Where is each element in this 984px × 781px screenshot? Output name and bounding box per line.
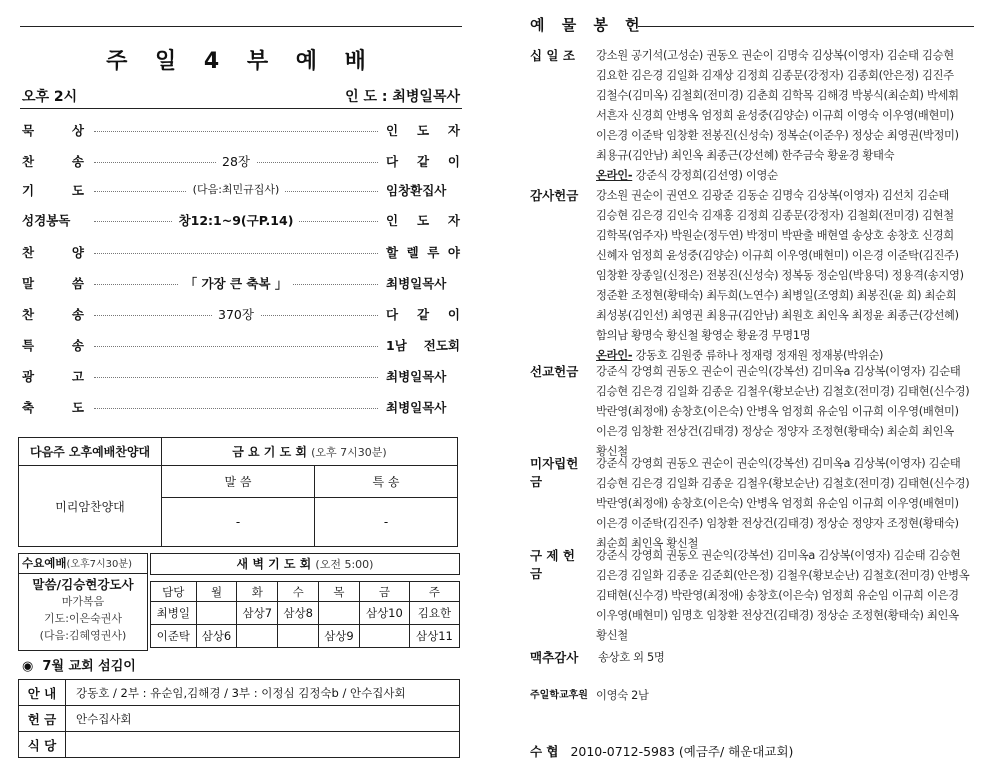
order-row (22, 211, 460, 231)
dawn-col-header: 화 (237, 582, 278, 602)
dawn-cell (237, 625, 278, 648)
offering-line: 정준환 조정현(황태숙) 최두희(노연수) 최병일(조영희) 최봉진(윤 희) 최순희 (596, 289, 957, 302)
server-role: 헌 금 (19, 706, 66, 732)
offering-line: 김철수(김미옥) 김철회(전미경) 김춘희 김학목 김해경 박봉식(최순희) 박세휘 (596, 89, 959, 102)
wednesday-title: 수요예배 (22, 556, 67, 570)
dawn-cell: 최병일 (151, 602, 197, 625)
servers-table (18, 679, 460, 758)
order-detail-text: 28장 (216, 154, 256, 169)
dawn-row (151, 625, 460, 648)
offering-category: 감사헌금 (530, 188, 579, 203)
order-label: 찬 양 (22, 245, 84, 260)
wednesday-speaker: 말씀/김승현강도사 (32, 577, 134, 592)
offering-names (598, 648, 976, 668)
order-label: 말 씀 (22, 276, 84, 291)
online-label: 온라인- (596, 349, 633, 362)
order-label: 특 송 (22, 338, 84, 353)
dawn-cell (196, 602, 237, 625)
wednesday-service-box (18, 553, 148, 651)
friday-col-sermon: 말 씀 (162, 466, 315, 498)
july-servers-title: 7월 교회 섬김이 (42, 659, 136, 674)
order-label: 묵 상 (22, 123, 84, 138)
order-person: 인 도 자 (386, 123, 460, 138)
online-names: 강준식 강정희(김선영) 이영순 (632, 169, 778, 182)
bank-number: 2010-0712-5983 (예금주/ 해운대교회) (570, 744, 794, 759)
offering-line: 황신철 (596, 629, 628, 642)
dawn-prayer-table (150, 581, 460, 648)
offering-line: 이영숙 2남 (596, 689, 649, 702)
next-choir-value: 미리암찬양대 (19, 466, 162, 547)
order-person: 최병일목사 (386, 276, 447, 291)
order-row (22, 181, 460, 201)
wednesday-prayer: 기도:이은숙권사 (43, 612, 123, 625)
order-detail (94, 305, 378, 323)
offering-category: 주일학교후원 (530, 690, 588, 701)
server-row (19, 706, 460, 732)
offering-line: 김승현 김은경 김일화 김종운 김철우(황보순난) 김철호(전미경) 김태현(신수경) (596, 477, 970, 490)
offering-names (596, 454, 974, 554)
offering-line: 이은경 이준탁 임창환 전봉진(신성숙) 정복순(이준우) 정상순 최영권(박정미) (596, 129, 959, 142)
offering-line: 강소원 권순이 권연오 김광준 김동순 김명숙 김상복(이영자) 김선치 김순태 (596, 189, 949, 202)
offering-line: 강준식 강영희 권동오 권순이 권순익(강복선) 김미옥a 김상복(이영자) 김순태 (596, 457, 961, 470)
choir-friday-table (18, 437, 458, 547)
dot-leader (94, 408, 378, 409)
dawn-cell (278, 625, 319, 648)
offering-line: 강준식 강영희 권동오 권순익(강복선) 김미옥a 김상복(이영자) 김순태 김승현 (596, 549, 961, 562)
order-label: 기 도 (22, 183, 84, 198)
server-row (19, 732, 460, 758)
wednesday-next-prayer: (다음:김혜영권사) (39, 629, 127, 642)
offering-names (596, 46, 974, 186)
dawn-cell: 김요한 (409, 602, 459, 625)
dawn-cell: 삼상11 (409, 625, 459, 648)
offering-line: 서흔자 신경희 안병옥 엄정희 윤성중(김양순) 이규희 이영숙 이우영(배현미) (596, 109, 954, 122)
offering-names (596, 686, 974, 706)
offering-line: 김은경 김일화 김종운 김준회(안은정) 김철우(황보순난) 김철호(전미경) 안병옥 (596, 569, 970, 582)
offering-line: 황신철 (596, 445, 628, 458)
order-label: 광 고 (22, 369, 84, 384)
dot-leader (94, 346, 378, 347)
order-row (22, 336, 460, 356)
friday-col-song: 특 송 (315, 466, 458, 498)
order-detail (94, 181, 378, 197)
friday-val-song: - (315, 498, 458, 547)
offering-names (596, 362, 974, 462)
offering-line: 이우영(배현미) 임명호 임창환 전상건(김태경) 정상순 조정현(황태숙) 최인옥 (596, 609, 959, 622)
july-servers-heading (22, 655, 136, 674)
offering-line: 강소원 공기석(고성순) 권동오 권순이 김명숙 김상복(이영자) 김순태 김승현 (596, 49, 954, 62)
dawn-cell: 삼상9 (319, 625, 360, 648)
server-role: 안 내 (19, 680, 66, 706)
offering-line: 박란영(최정애) 송창호(이은숙) 안병옥 엄정희 유순임 이규희 이우영(배현미) (596, 405, 959, 418)
order-label: 찬 송 (22, 307, 84, 322)
order-detail-text: (다음:최민규집사) (187, 183, 286, 196)
offering-line: 신혜자 엄정희 윤성중(김양순) 이규희 이우영(배현미) 이은경 이준탁(김진주) (596, 249, 959, 262)
service-title: 주 일 4 부 예 배 (106, 49, 376, 74)
dawn-cell: 이준탁 (151, 625, 197, 648)
bullet-icon: ◉ (22, 659, 34, 674)
order-detail (94, 152, 378, 170)
online-label: 온라인- (596, 169, 633, 182)
bank-account (530, 742, 793, 760)
offering-category: 맥추감사 (530, 650, 579, 665)
order-person: 최병일목사 (386, 369, 447, 384)
order-row (22, 305, 460, 325)
dot-leader (94, 377, 378, 378)
order-person: 다 같 이 (386, 307, 460, 322)
offering-category: 선교헌금 (530, 364, 579, 379)
order-row (22, 398, 460, 418)
order-row (22, 243, 460, 263)
friday-time: (오후 7시30분) (311, 446, 387, 459)
top-divider (20, 26, 462, 27)
header-divider (20, 108, 462, 109)
dawn-cell (359, 625, 409, 648)
order-detail-text: 「 가장 큰 축복 」 (179, 276, 294, 291)
offering-category: 십 일 조 (530, 48, 575, 63)
order-person: 1남 전도회 (386, 338, 460, 353)
order-row (22, 367, 460, 387)
dawn-prayer-header (150, 553, 460, 575)
service-leader: 인 도 : 최병일목사 (345, 89, 460, 105)
offering-title: 예 물 봉 헌 (530, 16, 646, 34)
offering-names (596, 186, 974, 366)
offering-line: 함의남 황명숙 황신철 황영순 황윤경 무명1명 (596, 329, 811, 342)
order-detail-text: 창12:1~9(구P.14) (173, 213, 300, 228)
friday-prayer-header (162, 438, 458, 466)
order-person: 최병일목사 (386, 400, 447, 415)
offering-line: 김승현 김은경 김일화 김종운 김철우(황보순난) 김철호(전미경) 김태현(신수경) (596, 385, 970, 398)
server-row (19, 680, 460, 706)
offering-line: 이은경 이준탁(김진주) 임창환 전상건(김태경) 정상순 정양자 조정현(황태숙) (596, 517, 959, 530)
offering-names (596, 546, 974, 646)
dawn-time: (오전 5:00) (315, 558, 374, 571)
offering-line: 김요한 김은경 김일화 김재상 김정희 김종문(강정자) 김종회(안은정) 김진주 (596, 69, 954, 82)
offering-line: 박란영(최정애) 송창호(이은숙) 안병옥 엄정희 유순임 이규희 이우영(배현미) (596, 497, 959, 510)
dawn-col-header: 목 (319, 582, 360, 602)
offering-line: 최용규(김안남) 최인옥 최종근(강선혜) 한주금숙 황윤경 황태숙 (596, 149, 895, 162)
order-person: 임창환집사 (386, 183, 447, 198)
wednesday-header (19, 554, 147, 574)
online-names: 강동호 김원중 류하나 정재령 정재원 정재봉(박위순) (632, 349, 884, 362)
offering-line: 김승현 김은경 김인숙 김재홍 김정희 김종문(강정자) 김철회(전미경) 김현철 (596, 209, 954, 222)
order-person: 다 같 이 (386, 154, 460, 169)
order-person: 인 도 자 (386, 213, 460, 228)
offering-line: 임창환 장종일(신정은) 전봉진(신성숙) 정복동 정순임(박용덕) 정용격(송지영) (596, 269, 964, 282)
dawn-title: 새 벽 기 도 회 (236, 557, 312, 571)
online-offering-line (596, 166, 974, 186)
order-detail (94, 274, 378, 292)
dawn-col-header: 담당 (151, 582, 197, 602)
offering-title-line (638, 26, 974, 27)
offering-line: 강준식 강영희 권동오 권순이 권순익(강복선) 김미옥a 김상복(이영자) 김순태 (596, 365, 961, 378)
bank-label: 수 협 (530, 744, 559, 759)
service-time: 오후 2시 (22, 89, 78, 105)
next-choir-header: 다음주 오후예배찬양대 (19, 438, 162, 466)
dawn-col-header: 월 (196, 582, 237, 602)
dawn-cell: 삼상6 (196, 625, 237, 648)
order-detail (94, 211, 378, 229)
friday-title: 금 요 기 도 회 (232, 445, 307, 459)
dot-leader (94, 253, 378, 254)
dawn-cell: 삼상7 (237, 602, 278, 625)
order-row (22, 121, 460, 141)
offering-line: 김학목(엄주자) 박원순(정두연) 박정미 박판출 배현열 송상호 송창호 신경희 (596, 229, 954, 242)
server-names: 강동호 / 2부 : 유순임,김해경 / 3부 : 이정심 김정숙b / 안수집사회 (66, 680, 460, 706)
dawn-row (151, 602, 460, 625)
offering-line: 최순희 최인옥 황신철 (596, 537, 699, 550)
offering-category: 구 제 헌 금 (530, 548, 575, 581)
order-label: 성경봉독 (22, 213, 71, 228)
order-label: 축 도 (22, 400, 84, 415)
friday-val-sermon: - (162, 498, 315, 547)
order-label: 찬 송 (22, 154, 84, 169)
dot-leader (94, 131, 378, 132)
wednesday-book: 마가복음 (61, 595, 105, 608)
dawn-col-header: 주 (409, 582, 459, 602)
order-row (22, 274, 460, 294)
dawn-col-header: 금 (359, 582, 409, 602)
server-names (66, 732, 460, 758)
offering-line: 송상호 외 5명 (598, 651, 665, 664)
server-role: 식 당 (19, 732, 66, 758)
server-names: 안수집사회 (66, 706, 460, 732)
offering-line: 이은경 임창환 전상건(김태경) 정상순 정양자 조정현(황태숙) 최순희 최인옥 (596, 425, 954, 438)
dawn-col-header: 수 (278, 582, 319, 602)
dawn-cell: 삼상8 (278, 602, 319, 625)
dawn-cell: 삼상10 (359, 602, 409, 625)
order-detail-text: 370장 (212, 307, 260, 322)
offering-line: 김태현(신수경) 박란영(최정애) 송창호(이은숙) 엄정희 유순임 이규희 이은경 (596, 589, 959, 602)
wednesday-time: (오후7시30분) (66, 559, 132, 570)
order-person: 할 렐 루 야 (386, 245, 460, 260)
order-row (22, 152, 460, 172)
dawn-cell (319, 602, 360, 625)
offering-line: 최성봉(김인선) 최영권 최용규(김안남) 최원호 최인옥 최정윤 최종근(강선혜) (596, 309, 959, 322)
offering-category: 미자립헌금 (530, 456, 579, 489)
